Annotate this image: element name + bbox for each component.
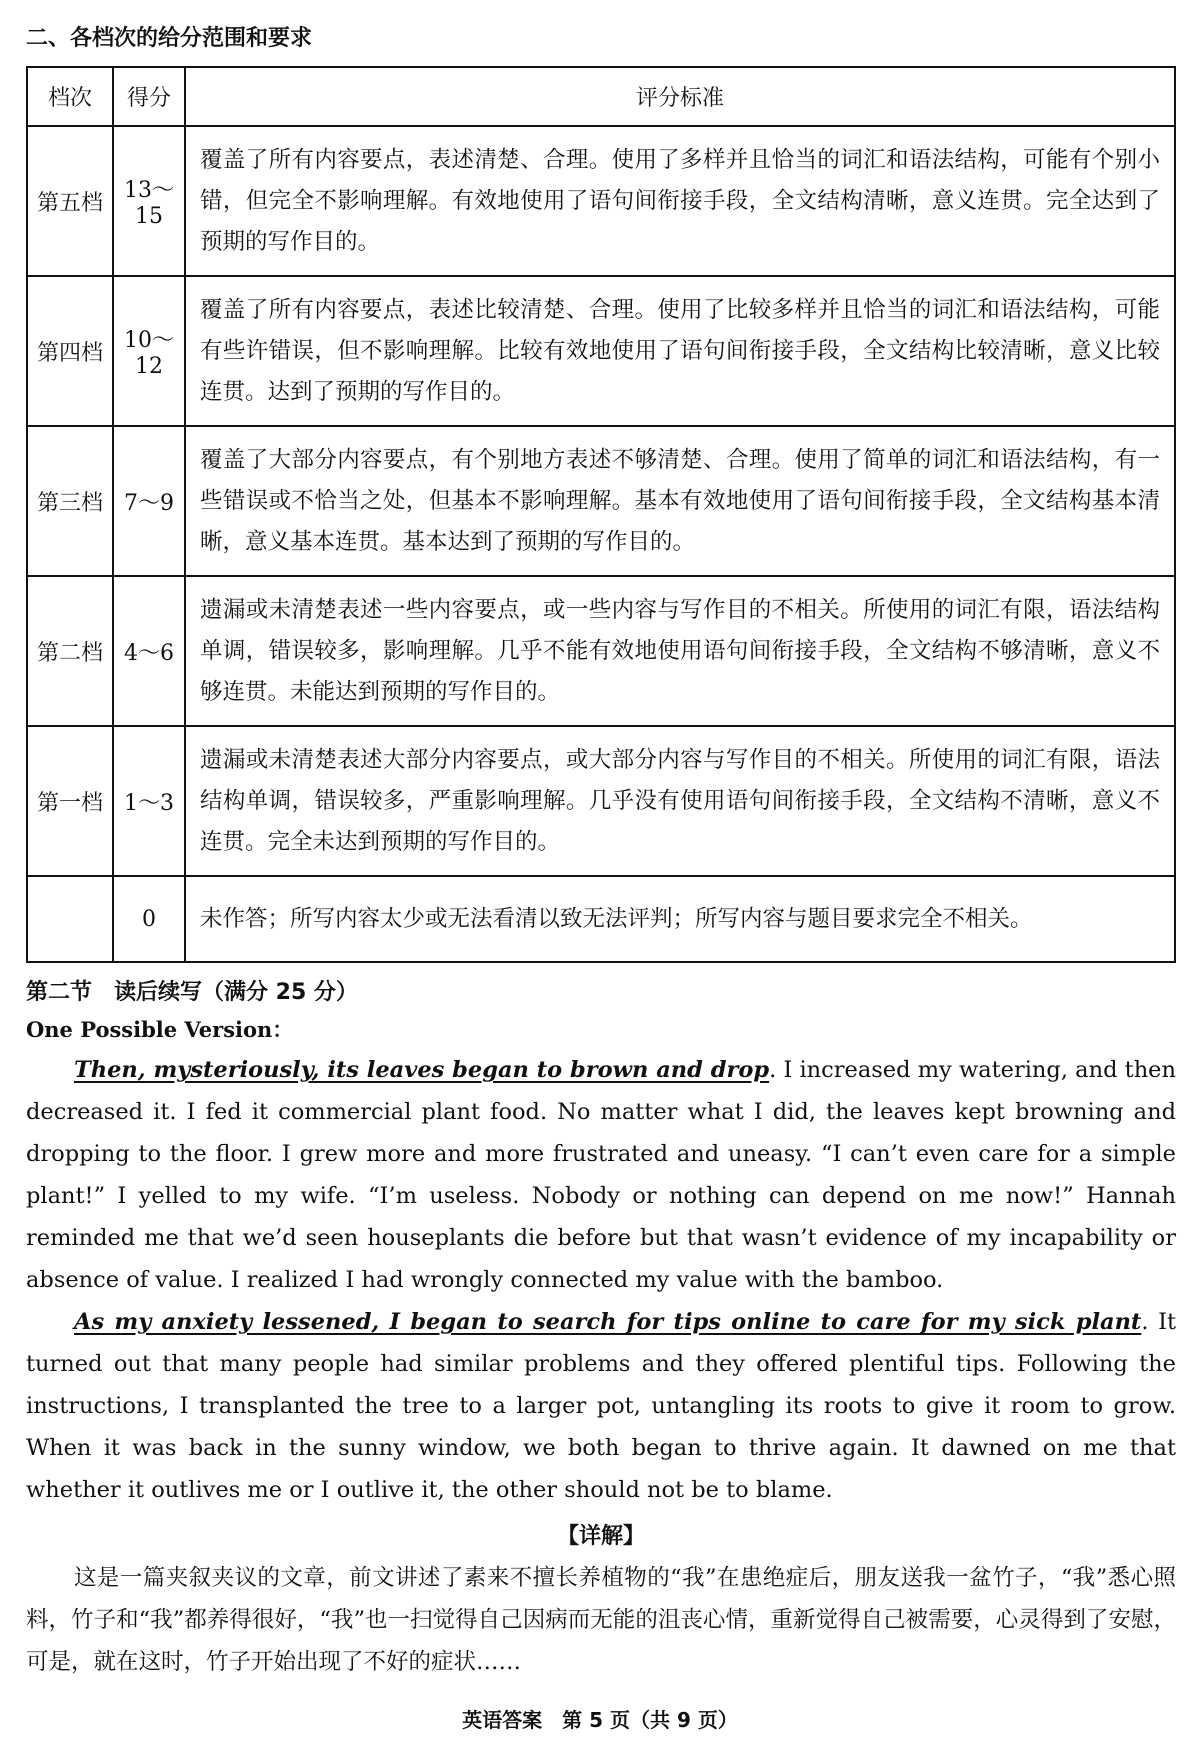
- paragraph-2-text: . It turned out that many people had similar problems and they offered plentiful tips. Following the instructions, I transplanted the tree to a larger pot, untangling its roots to give it room to grow. When it was back in the sunny window, we both began to thrive again. It dawned on me that whether it outlives me or I outlive it, the other should not be to blame.: [26, 1309, 1177, 1503]
- header-criteria: 评分标准: [185, 67, 1175, 126]
- criteria-cell: 覆盖了所有内容要点，表述清楚、合理。使用了多样并且恰当的词汇和语法结构，可能有个别小错，但完全不影响理解。有效地使用了语句间衔接手段，全文结构清晰，意义连贯。完全达到了预期的写作目的。: [185, 126, 1175, 276]
- table-row: [27, 876, 1175, 962]
- table-row: [27, 576, 1175, 726]
- table-row: [27, 126, 1175, 276]
- level-cell: 第二档: [27, 576, 113, 726]
- paragraph-1-text: . I increased my watering, and then decreased it. I fed it commercial plant food. No matter what I did, the leaves kept browning and dropping to the floor. I grew more and more frustrated and uneasy. “I can’t even care for a simple plant!” I yelled to my wife. “I’m useless. Nobody or nothing can depend on me now!” Hannah reminded me that we’d seen houseplants die before but that wasn’t evidence of my incapability or absence of value. I realized I had wrongly connected my value with the bamboo.: [26, 1057, 1176, 1293]
- level-cell: 第五档: [27, 126, 113, 276]
- section-heading: 二、各档次的给分范围和要求: [26, 26, 313, 51]
- table-row: [27, 276, 1175, 426]
- level-cell: 第四档: [27, 276, 113, 426]
- header-level: 档次: [27, 67, 113, 126]
- score-cell: 0: [113, 876, 185, 962]
- subsection-heading: 第二节 读后续写（满分 25 分）: [26, 980, 358, 1005]
- paragraph-2-given-sentence: As my anxiety lessened, I began to search for tips online to care for my sick plant: [74, 1309, 1142, 1335]
- scoring-rubric-table: [26, 66, 1176, 963]
- page-footer: 英语答案 第 5 页（共 9 页）: [462, 1708, 738, 1732]
- criteria-cell: 遗漏或未清楚表述大部分内容要点，或大部分内容与写作目的不相关。所使用的词汇有限，语法结构单调，错误较多，严重影响理解。几乎没有使用语句间衔接手段，全文结构不清晰，意义不连贯。完全未达到预期的写作目的。: [185, 726, 1175, 876]
- version-label: One Possible Version：: [26, 1017, 294, 1042]
- level-cell: [27, 876, 113, 962]
- table-header-row: [27, 67, 1175, 126]
- essay-paragraph-1: [26, 1049, 1176, 1301]
- detail-body: 这是一篇夹叙夹议的文章，前文讲述了素来不擅长养植物的“我”在患绝症后，朋友送我一盆竹子，“我”悉心照料，竹子和“我”都养得很好，“我”也一扫觉得自己因病而无能的沮丧心情，重新觉得自己被需要，心灵得到了安慰，可是，就在这时，竹子开始出现了不好的症状……: [26, 1565, 1176, 1675]
- document-page: [26, 22, 1176, 1683]
- level-cell: 第一档: [27, 726, 113, 876]
- detail-title: 【详解】: [556, 1524, 645, 1549]
- criteria-cell: 未作答；所写内容太少或无法看清以致无法评判；所写内容与题目要求完全不相关。: [185, 876, 1175, 962]
- criteria-cell: 遗漏或未清楚表述一些内容要点，或一些内容与写作目的不相关。所使用的词汇有限，语法结构单调，错误较多，影响理解。几乎不能有效地使用语句间衔接手段，全文结构不够清晰，意义不够连贯。未能达到预期的写作目的。: [185, 576, 1175, 726]
- header-score: 得分: [113, 67, 185, 126]
- score-cell: 4～6: [113, 576, 185, 726]
- essay-paragraph-2: [26, 1301, 1176, 1511]
- score-cell: 1～3: [113, 726, 185, 876]
- sample-essay: [26, 1049, 1176, 1511]
- criteria-cell: 覆盖了所有内容要点，表述比较清楚、合理。使用了比较多样并且恰当的词汇和语法结构，可能有些许错误，但不影响理解。比较有效地使用了语句间衔接手段，全文结构比较清晰，意义比较连贯。达到了预期的写作目的。: [185, 276, 1175, 426]
- table-row: [27, 726, 1175, 876]
- paragraph-1-given-sentence: Then, mysteriously, its leaves began to brown and drop: [74, 1057, 770, 1083]
- score-cell: 10～12: [113, 276, 185, 426]
- score-cell: 13～15: [113, 126, 185, 276]
- table-row: [27, 426, 1175, 576]
- score-cell: 7～9: [113, 426, 185, 576]
- level-cell: 第三档: [27, 426, 113, 576]
- criteria-cell: 覆盖了大部分内容要点，有个别地方表述不够清楚、合理。使用了简单的词汇和语法结构，有一些错误或不恰当之处，但基本不影响理解。基本有效地使用了语句间衔接手段，全文结构基本清晰，意义基本连贯。基本达到了预期的写作目的。: [185, 426, 1175, 576]
